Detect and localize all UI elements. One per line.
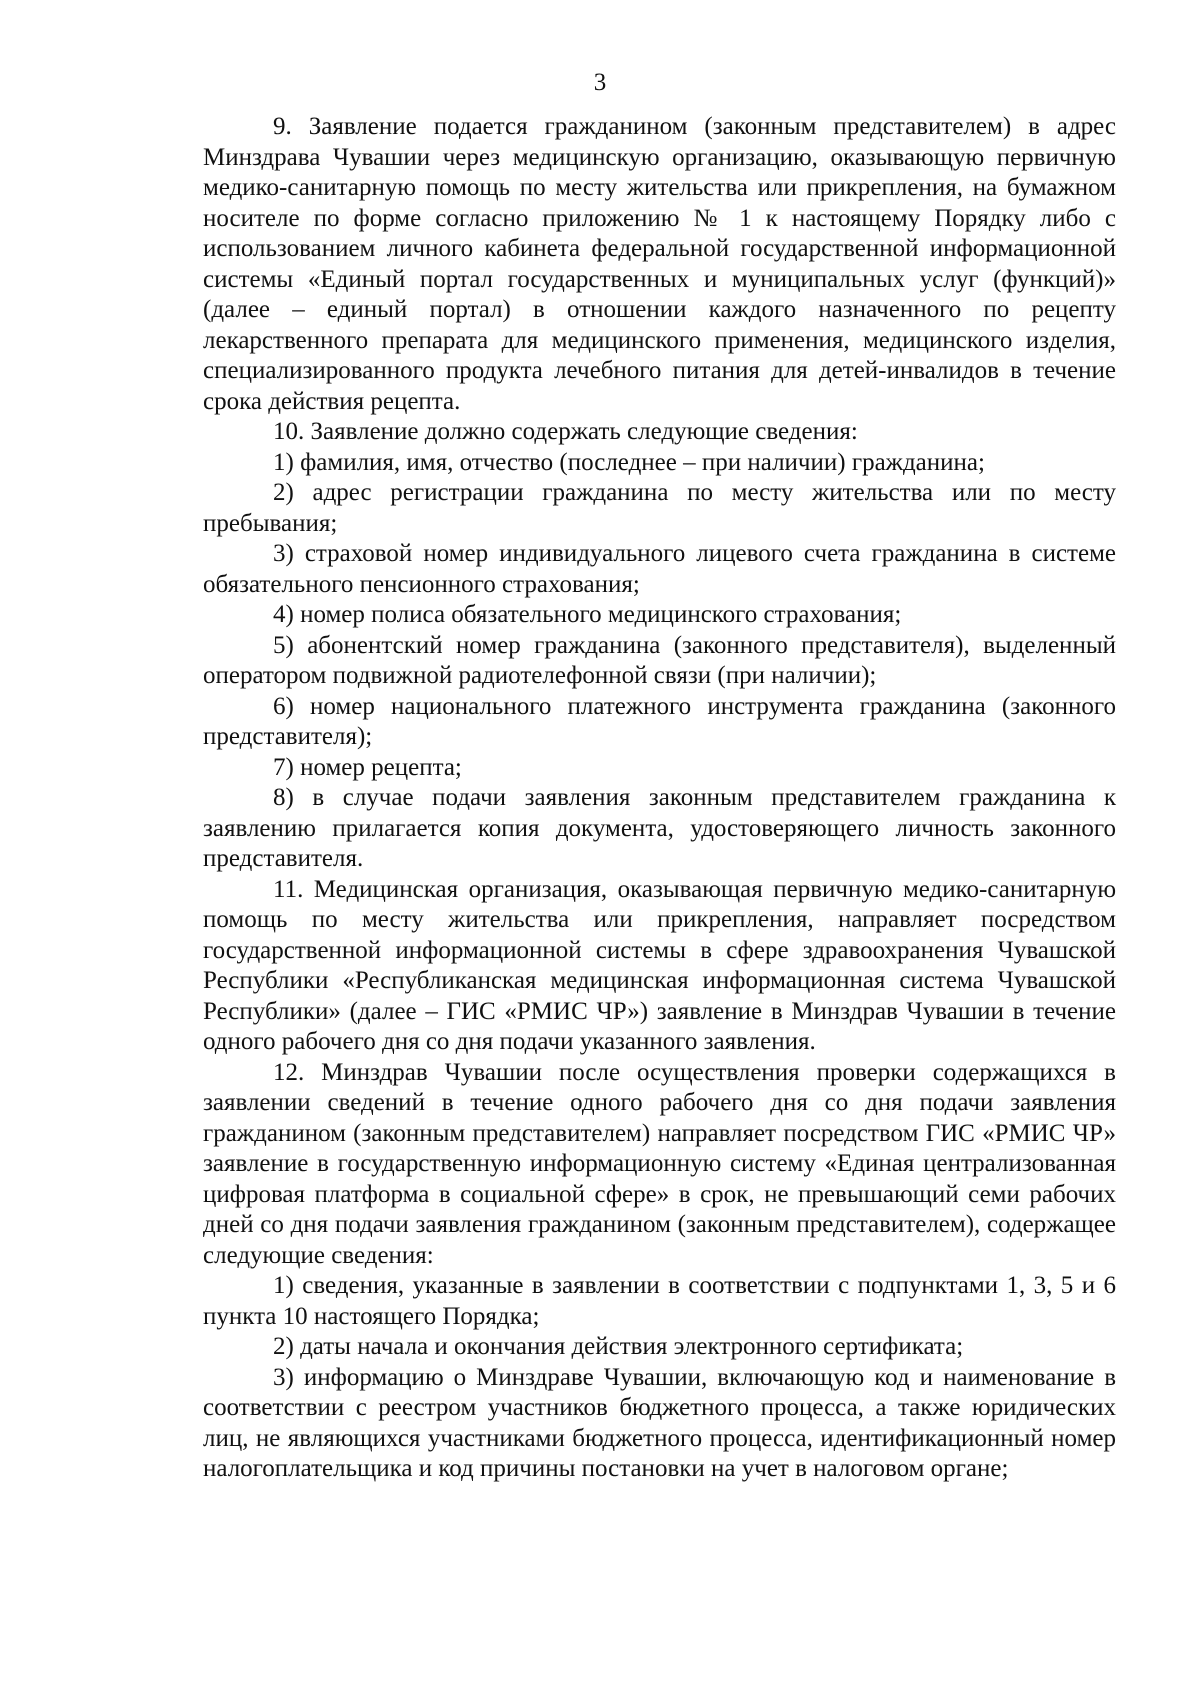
paragraph-10-item-6: 6) номер национального платежного инструмента гражданина (законного представителя); — [203, 692, 1116, 750]
paragraph-10-item-3: 3) страховой номер индивидуального лицевого счета гражданина в системе обязательного пенсионного страхования; — [203, 540, 1116, 598]
paragraph-12-item-1: 1) сведения, указанные в заявлении в соответствии с подпунктами 1, 3, 5 и 6 пункта 10 настоящего Порядка; — [203, 1272, 1116, 1330]
paragraph-10-item-2: 2) адрес регистрации гражданина по месту жительства или по месту пребывания; — [203, 479, 1116, 537]
paragraph-10-item-5: 5) абонентский номер гражданина (законного представителя), выделенный оператором подвижной радиотелефонной связи (при наличии); — [203, 631, 1116, 689]
paragraph-10: 10. Заявление должно содержать следующие сведения: — [273, 418, 858, 445]
page-number: 3 — [593, 69, 607, 96]
paragraph-9: 9. Заявление подается гражданином (законным представителем) в адрес Минздрава Чувашии через медицинскую организацию, оказывающую первичную медико-санитарную помощь по месту жительства или прикрепления, на бумажном носителе по форме согласно приложению № 1 к настоящему Порядку либо с использованием личного кабинета федеральной государственной информационной системы «Единый портал государственных и муниципальных услуг (функций)» (далее – единый портал) в отношении каждого назначенного по рецепту лекарственного препарата для медицинского применения, медицинского изделия, специализированного продукта лечебного питания для детей-инвалидов в течение срока действия рецепта. — [203, 113, 1116, 415]
paragraph-10-item-4: 4) номер полиса обязательного медицинского страхования; — [273, 601, 902, 628]
paragraph-10-item-7: 7) номер рецепта; — [273, 753, 462, 781]
paragraph-12: 12. Минздрав Чувашии после осуществления проверки содержащихся в заявлении сведений в течение одного рабочего дня со дня подачи заявления гражданином (законным представителем) направляет посредством ГИС «РМИС ЧР» заявление в государственную информационную систему «Единая централизованная цифровая платформа в социальной сфере» в срок, не превышающий семи рабочих дней со дня подачи заявления гражданином (законным представителем), содержащее следующие сведения: — [203, 1058, 1116, 1269]
paragraph-10-item-1: 1) фамилия, имя, отчество (последнее – при наличии) гражданина; — [273, 448, 985, 476]
paragraph-10-item-8: 8) в случае подачи заявления законным представителем гражданина к заявлению прилагается копия документа, удостоверяющего личность законного представителя. — [203, 784, 1116, 872]
paragraph-12-item-2: 2) даты начала и окончания действия электронного сертификата; — [273, 1333, 964, 1360]
paragraph-11: 11. Медицинская организация, оказывающая первичную медико-санитарную помощь по месту жительства или прикрепления, направляет посредством государственной информационной системы в сфере здравоохранения Чувашской Республики «Республиканская медицинская информационная система Чувашской Республики» (далее – ГИС «РМИС ЧР») заявление в Минздрав Чувашии в течение одного рабочего дня со дня подачи указанного заявления. — [203, 875, 1116, 1055]
document-body — [203, 112, 1116, 1485]
paragraph-12-item-3: 3) информацию о Минздраве Чувашии, включающую код и наименование в соответствии с реестром участников бюджетного процесса, а также юридических лиц, не являющихся участниками бюджетного процесса, идентификационный номер налогоплательщика и код причины постановки на учет в налоговом органе; — [203, 1363, 1116, 1482]
